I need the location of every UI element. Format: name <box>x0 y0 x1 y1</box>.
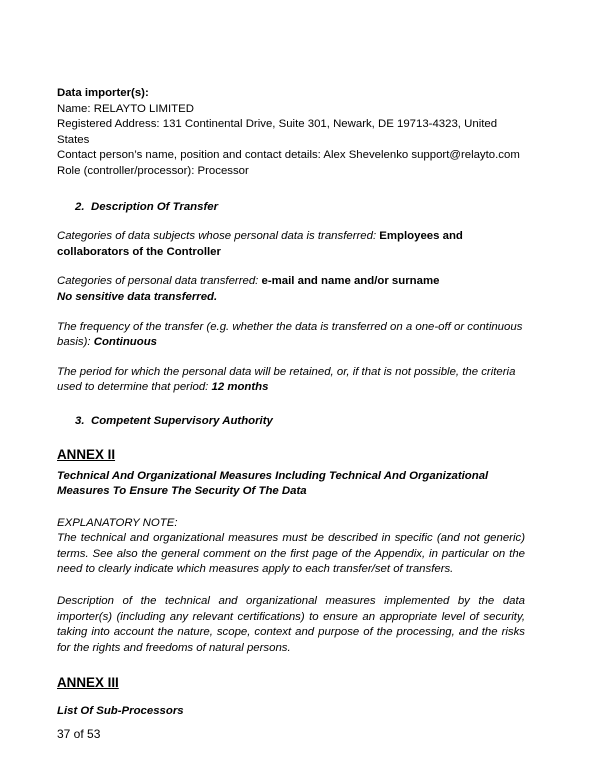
annex-ii-title: ANNEX II <box>57 446 116 462</box>
section-3-heading <box>75 414 525 430</box>
data-subjects-paragraph <box>57 229 525 260</box>
measures-description: Description of the technical and organizational measures implemented by the data importer(s) (including any relevant certifications) to ensure an appropriate level of security, taking into account the nature, scope, context and purpose of the processing, and the risks for the rights and freedoms of natural persons. <box>57 595 525 654</box>
frequency-value: Continuous <box>93 336 158 349</box>
section-2-title: Description Of Transfer <box>91 200 219 213</box>
document-page <box>57 86 525 720</box>
data-subjects-label: Categories of data subjects whose personal data is transferred: <box>57 230 377 243</box>
importer-name: Name: RELAYTO LIMITED <box>57 102 194 115</box>
section-3-number: 3. <box>75 414 85 427</box>
annex-iii-subtitle: List Of Sub-Processors <box>57 705 184 718</box>
period-value: 12 months <box>211 381 269 394</box>
personal-data-paragraph <box>57 274 525 290</box>
importer-address: Registered Address: 131 Continental Drive, Suite 301, Newark, DE 19713-4323, United States <box>57 118 498 146</box>
page-number: 37 of 53 <box>57 727 101 741</box>
importer-heading: Data importer(s): <box>57 87 149 99</box>
personal-data-label: Categories of personal data transferred: <box>57 275 259 288</box>
explanatory-note-text: The technical and organizational measures must be described in specific (and not generic) terms. See also the general comment on the first page of the Appendix, in particular on the need to clearly indicate which measures apply to each transfer/set of transfers. <box>57 532 525 576</box>
data-subjects-value: Employees and collaborators of the Controller <box>57 230 463 258</box>
period-label: The period for which the personal data will be retained, or, if that is not possible, the criteria used to determine that period: <box>57 365 516 394</box>
section-2-number: 2. <box>75 200 85 213</box>
frequency-paragraph <box>57 320 525 351</box>
personal-data-value: e-mail and name and/or surname <box>261 275 440 288</box>
period-paragraph <box>57 365 525 396</box>
frequency-label: The frequency of the transfer (e.g. whether the data is transferred on a one-off or continuous basis): <box>57 320 523 349</box>
annex-iii-title: ANNEX III <box>57 675 119 691</box>
importer-contact: Contact person’s name, position and contact details: Alex Shevelenko support@relayto.com <box>57 149 520 162</box>
section-2-heading <box>75 200 525 216</box>
annex-ii-subtitle: Technical And Organizational Measures Including Technical And Organizational Measures To Ensure The Security Of The Data <box>57 469 489 498</box>
importer-role: Role (controller/processor): Processor <box>57 164 249 177</box>
explanatory-note-label: EXPLANATORY NOTE: <box>57 516 178 529</box>
sensitive-data-note: No sensitive data transferred. <box>57 290 218 303</box>
section-3-title: Competent Supervisory Authority <box>91 414 273 427</box>
